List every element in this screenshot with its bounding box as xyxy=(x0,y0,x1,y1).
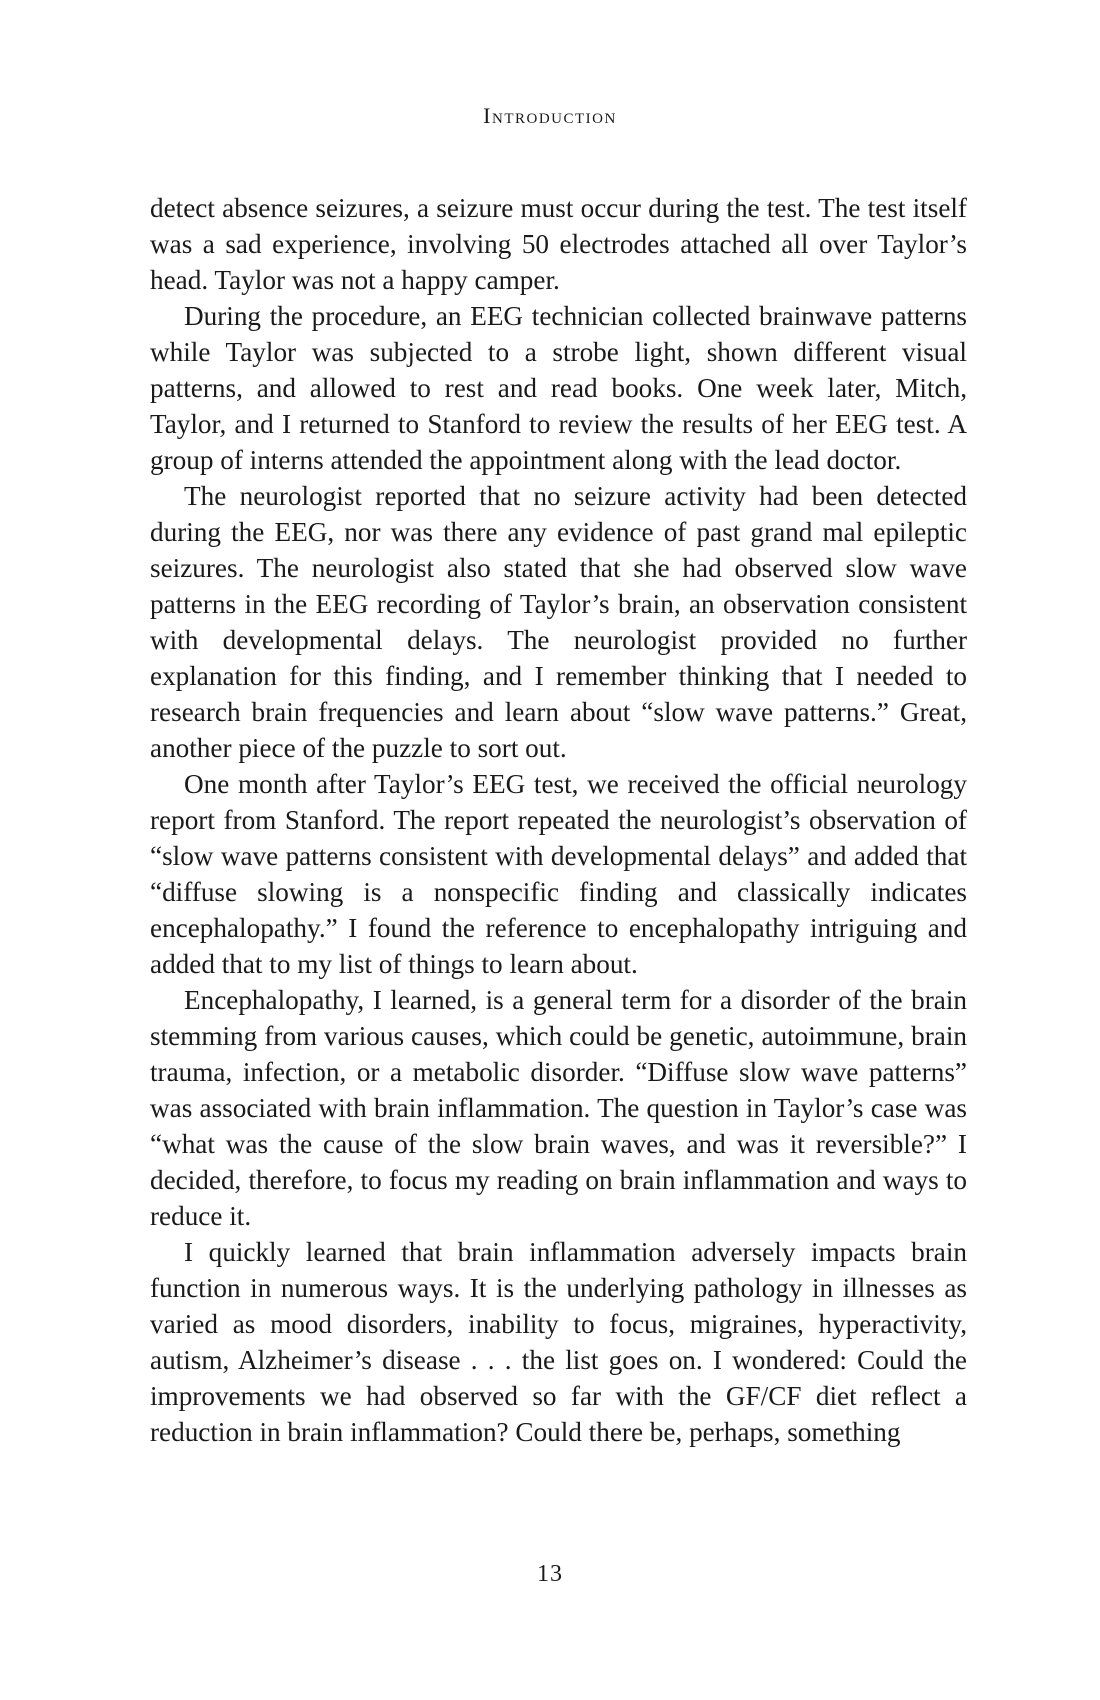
running-head: Introduction xyxy=(483,103,617,128)
paragraph: I quickly learned that brain inflammation adversely impacts brain function in numerous ways. It is the underlying pathology in illnesses as varied as mood disorders, inability to focus, migraines, hyperactivity, autism, Alzheimer’s disease . . . the list goes on. I wondered: Could the improvements we had observed so far with the GF/CF diet reflect a reduction in brain inflammation? Could there be, perhaps, something xyxy=(150,1237,967,1447)
body-text xyxy=(150,190,967,1450)
paragraph: Encephalopathy, I learned, is a general term for a disorder of the brain stemming from various causes, which could be genetic, autoimmune, brain trauma, infection, or a metabolic disorder. “Diffuse slow wave patterns” was associated with brain inflammation. The question in Taylor’s case was “what was the cause of the slow brain waves, and was it reversible?” I decided, therefore, to focus my reading on brain inflammation and ways to reduce it. xyxy=(150,985,967,1231)
page-number: 13 xyxy=(537,1561,563,1587)
paragraph: One month after Taylor’s EEG test, we received the official neurology report from Stanford. The report repeated the neurologist’s observation of “slow wave patterns consistent with developmental delays” and added that “diffuse slowing is a nonspecific finding and classically indicates encephalopathy.” I found the reference to encephalopathy intriguing and added that to my list of things to learn about. xyxy=(150,769,967,979)
paragraph: During the procedure, an EEG technician collected brainwave patterns while Taylor was subjected to a strobe light, shown different visual patterns, and allowed to rest and read books. One week later, Mitch, Taylor, and I returned to Stanford to review the results of her EEG test. A group of interns attended the appointment along with the lead doctor. xyxy=(150,301,967,475)
paragraph: detect absence seizures, a seizure must occur during the test. The test itself was a sad experience, involving 50 electrodes attached all over Taylor’s head. Taylor was not a happy camper. xyxy=(150,193,967,295)
paragraph: The neurologist reported that no seizure activity had been detected during the EEG, nor was there any evidence of past grand mal epileptic seizures. The neurologist also stated that she had observed slow wave patterns in the EEG recording of Taylor’s brain, an observation consistent with developmental delays. The neurologist provided no further explanation for this finding, and I remember thinking that I needed to research brain frequencies and learn about “slow wave patterns.” Great, another piece of the puzzle to sort out. xyxy=(150,481,967,763)
